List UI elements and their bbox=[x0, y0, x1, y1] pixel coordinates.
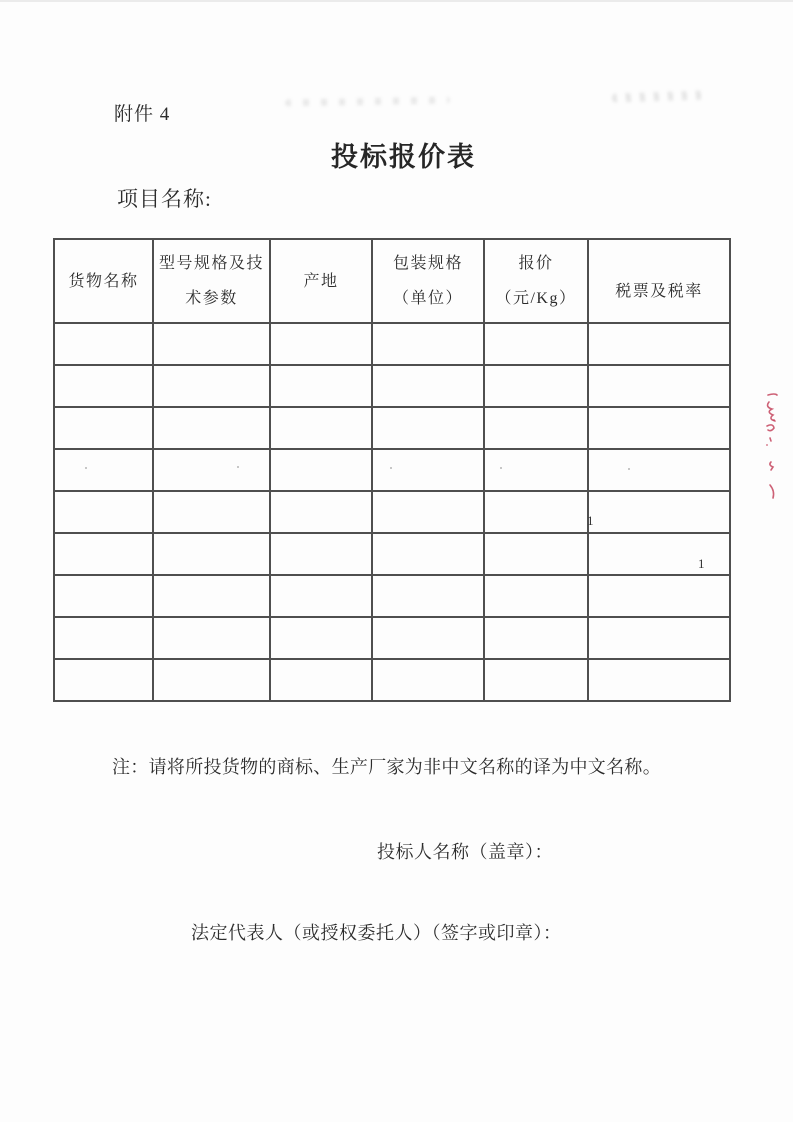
col-header-origin bbox=[270, 239, 372, 323]
table-cell bbox=[54, 533, 153, 575]
project-name-label: 项目名称: bbox=[117, 187, 212, 211]
table-cell bbox=[372, 491, 484, 533]
header-label: （单位） bbox=[392, 290, 463, 307]
scan-speck bbox=[85, 467, 87, 469]
table-cell bbox=[484, 659, 588, 701]
table-cell bbox=[270, 617, 372, 659]
table-row bbox=[54, 659, 730, 701]
scan-smudge bbox=[285, 97, 450, 107]
bidder-name-label: 投标人名称（盖章）： bbox=[377, 842, 553, 862]
scan-speck bbox=[237, 466, 239, 468]
header-label: 包装规格 bbox=[392, 255, 463, 272]
table-cell bbox=[484, 491, 588, 533]
header-label: 货物名称 bbox=[68, 272, 139, 290]
table-cell bbox=[153, 323, 270, 365]
table-cell bbox=[153, 659, 270, 701]
table-cell bbox=[153, 617, 270, 659]
legal-representative-label: 法定代表人（或授权委托人）（签字或印章）： bbox=[191, 923, 562, 943]
table-cell bbox=[588, 533, 730, 575]
table-cell bbox=[484, 575, 588, 617]
table-cell bbox=[372, 323, 484, 365]
table-cell bbox=[372, 533, 484, 575]
attachment-label: 附件 4 bbox=[114, 104, 171, 125]
table-cell bbox=[270, 533, 372, 575]
table-cell bbox=[588, 617, 730, 659]
col-header-price bbox=[484, 239, 588, 323]
table-row bbox=[54, 533, 730, 575]
table-cell bbox=[372, 617, 484, 659]
table-cell bbox=[153, 407, 270, 449]
table-row bbox=[54, 491, 730, 533]
table-row bbox=[54, 365, 730, 407]
col-header-packaging bbox=[372, 239, 484, 323]
table-cell bbox=[588, 491, 730, 533]
header-label: 产地 bbox=[303, 272, 339, 290]
note-text: 注：请将所投货物的商标、生产厂家为非中文名称的译为中文名称。 bbox=[112, 757, 661, 777]
table-cell bbox=[270, 407, 372, 449]
table-cell bbox=[270, 575, 372, 617]
table-cell bbox=[153, 449, 270, 491]
table-cell bbox=[372, 365, 484, 407]
table-cell bbox=[372, 659, 484, 701]
table-cell bbox=[484, 323, 588, 365]
scan-speck bbox=[628, 468, 630, 470]
table-header-row bbox=[54, 239, 730, 323]
table-row bbox=[54, 617, 730, 659]
table-cell bbox=[54, 407, 153, 449]
col-header-model-spec bbox=[153, 239, 270, 323]
col-header-goods-name bbox=[54, 239, 153, 323]
table-row bbox=[54, 323, 730, 365]
header-label: 税票及税率 bbox=[615, 282, 703, 300]
table-cell bbox=[270, 365, 372, 407]
table-cell bbox=[588, 449, 730, 491]
table-cell bbox=[372, 575, 484, 617]
table-cell bbox=[54, 659, 153, 701]
table-cell bbox=[588, 323, 730, 365]
table-row bbox=[54, 407, 730, 449]
table-cell bbox=[588, 659, 730, 701]
table-cell bbox=[588, 365, 730, 407]
stray-mark: 1 bbox=[587, 513, 594, 528]
scan-speck bbox=[390, 467, 392, 469]
table-cell bbox=[588, 407, 730, 449]
table-cell bbox=[54, 323, 153, 365]
table-cell bbox=[270, 323, 372, 365]
scan-speck bbox=[500, 467, 502, 469]
scan-smudge bbox=[612, 90, 707, 102]
table-row bbox=[54, 575, 730, 617]
table-row bbox=[54, 449, 730, 491]
table-cell bbox=[484, 617, 588, 659]
table-cell bbox=[54, 449, 153, 491]
header-label: 型号规格及技 bbox=[158, 255, 264, 272]
table-cell bbox=[270, 491, 372, 533]
bid-quotation-table bbox=[53, 238, 731, 702]
table-cell bbox=[270, 449, 372, 491]
table-cell bbox=[484, 407, 588, 449]
header-label: （元/Kg） bbox=[495, 290, 577, 307]
table-body bbox=[54, 323, 730, 701]
table-cell bbox=[54, 491, 153, 533]
table-cell bbox=[484, 365, 588, 407]
table-cell bbox=[270, 659, 372, 701]
table-cell bbox=[153, 575, 270, 617]
table-cell bbox=[372, 407, 484, 449]
table-cell bbox=[484, 449, 588, 491]
stray-mark: 1 bbox=[698, 556, 705, 571]
table-cell bbox=[54, 575, 153, 617]
header-label: 术参数 bbox=[185, 290, 238, 307]
red-ink-mark bbox=[757, 390, 783, 508]
table-cell bbox=[153, 533, 270, 575]
table-cell bbox=[153, 365, 270, 407]
page-title: 投标报价表 bbox=[331, 142, 476, 172]
table-cell bbox=[54, 365, 153, 407]
header-label: 报价 bbox=[518, 255, 554, 272]
table-cell bbox=[372, 449, 484, 491]
col-header-tax bbox=[588, 239, 730, 323]
table-cell bbox=[588, 575, 730, 617]
table-cell bbox=[54, 617, 153, 659]
table-cell bbox=[153, 491, 270, 533]
scan-edge bbox=[0, 0, 793, 2]
table-cell bbox=[484, 533, 588, 575]
